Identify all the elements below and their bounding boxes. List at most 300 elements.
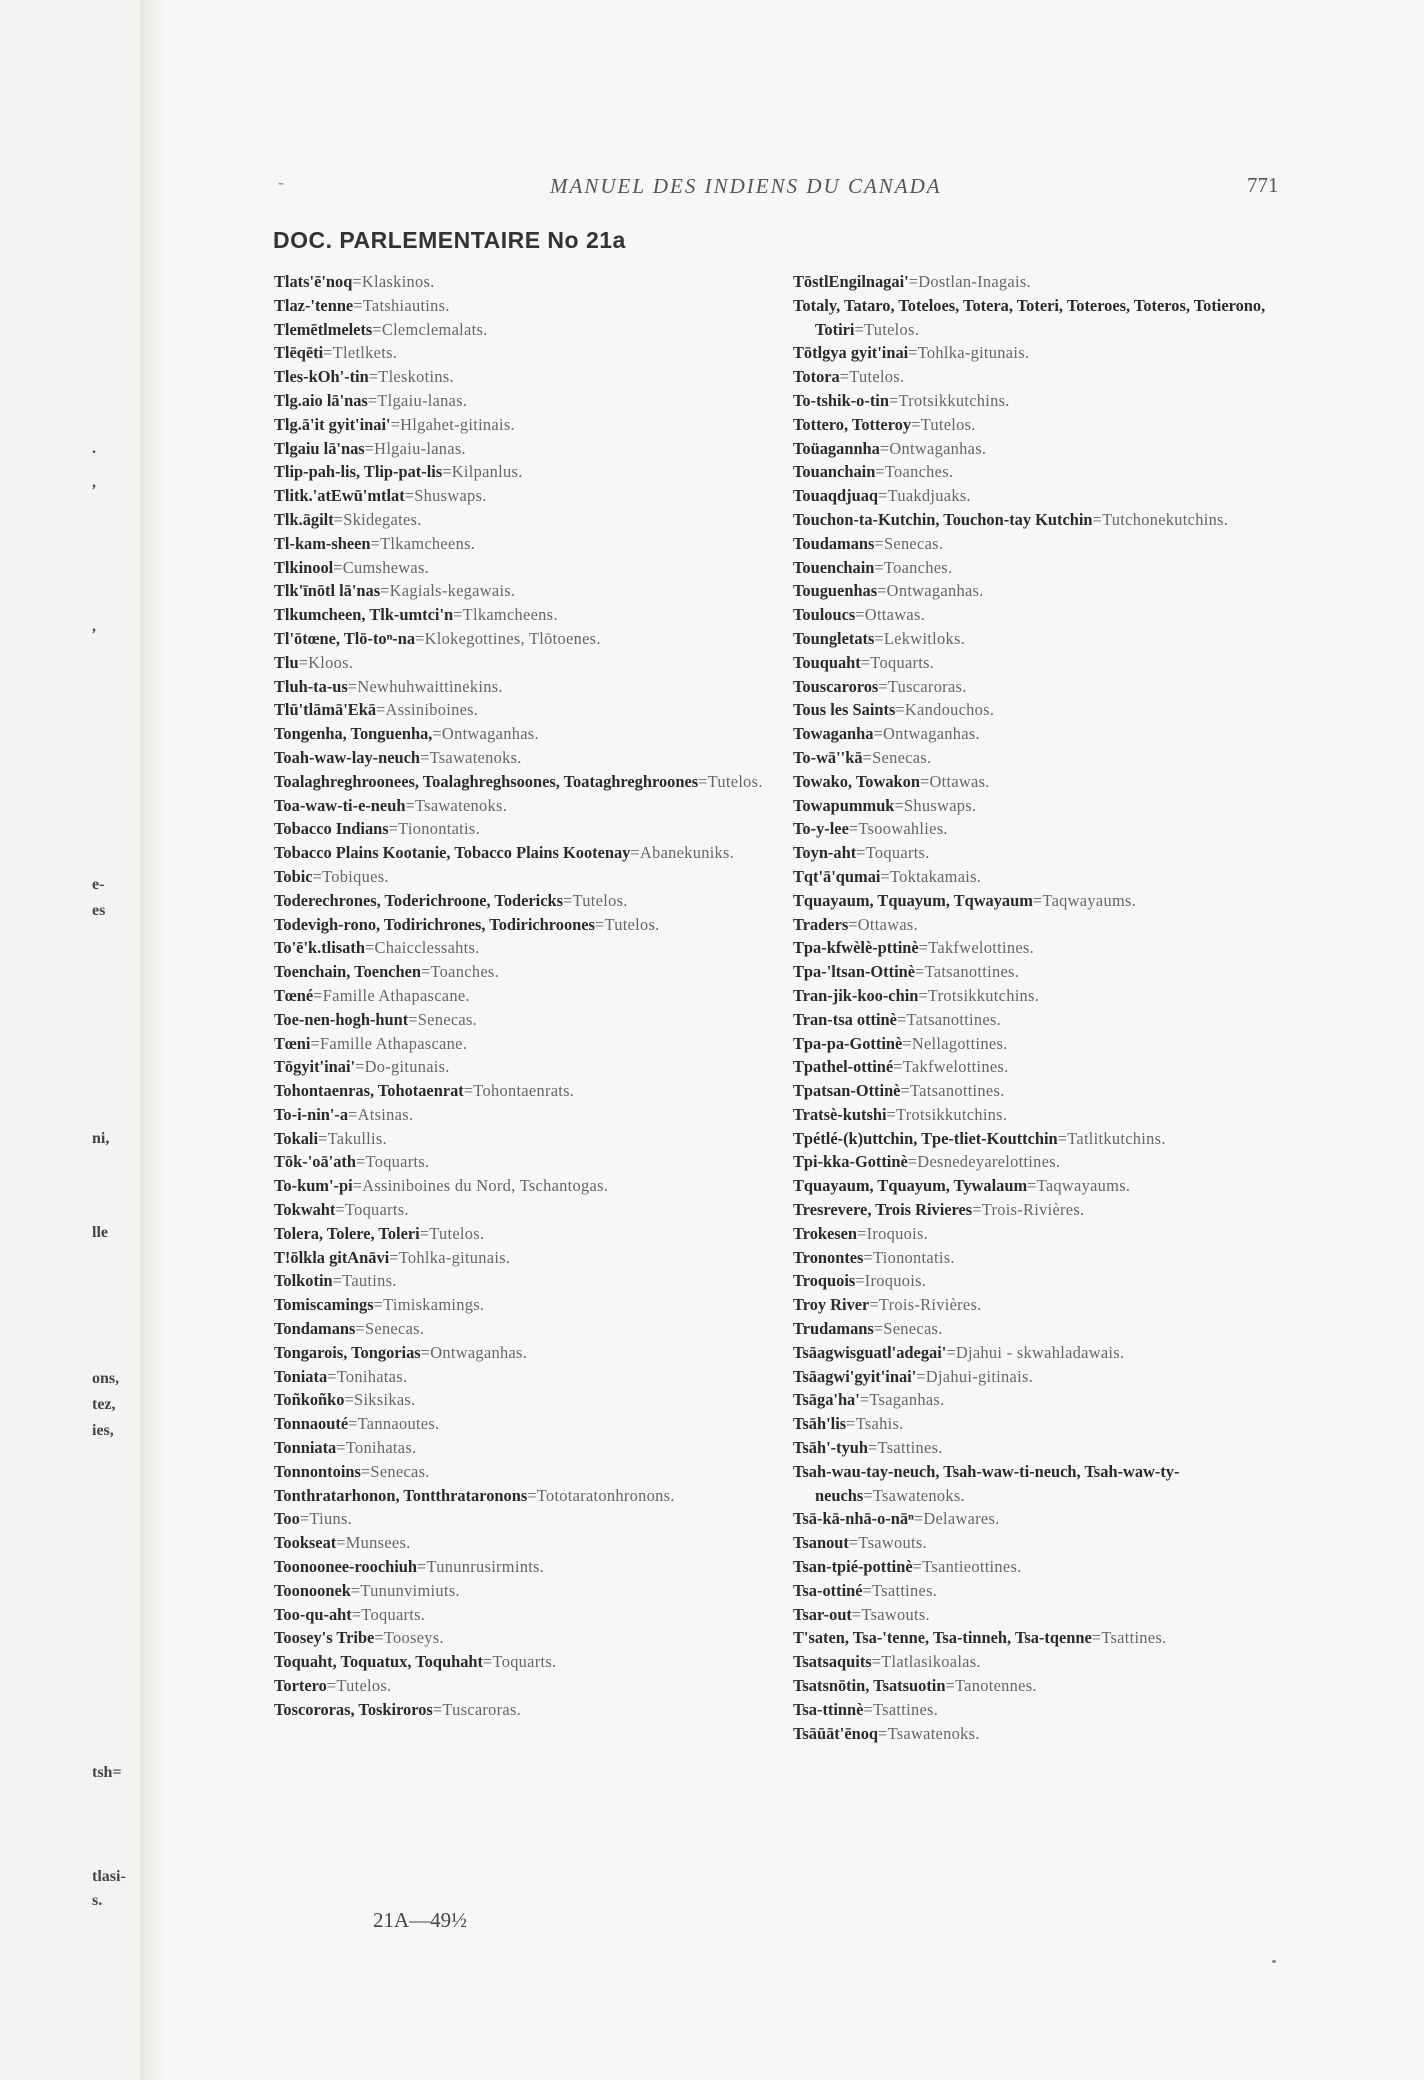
entry-equivalent: =Hlgahet-gitinais. — [390, 414, 515, 434]
entry-headword: Tpa-pa-Gottinè — [793, 1033, 903, 1053]
entry-headword: Tobic — [274, 866, 313, 886]
entry-equivalent: =Tuscaroras. — [432, 1699, 522, 1719]
index-entry — [274, 1341, 776, 1365]
entry-headword: Tokwaht — [274, 1200, 336, 1220]
gutter-fragment: tez, — [92, 1396, 116, 1413]
index-entry — [274, 1579, 776, 1603]
entry-headword: Tlū'tlāmā'Ekā — [274, 700, 377, 720]
entry-headword: Trokesen — [793, 1223, 858, 1243]
index-entry — [793, 508, 1295, 532]
index-entry — [793, 651, 1295, 675]
entry-equivalent: =Hlgaiu-lanas. — [364, 438, 466, 458]
entry-equivalent: =Trois-Rivières. — [869, 1295, 982, 1315]
entry-equivalent: =Tatsanottines. — [915, 962, 1020, 982]
entry-headword: T!ōlkla gitAnāvi — [274, 1247, 390, 1267]
entry-equivalent: =Tautins. — [332, 1271, 397, 1291]
index-entry — [274, 1674, 776, 1698]
index-entry — [274, 1555, 776, 1579]
entry-headword: Tsāh'-tyuh — [793, 1438, 869, 1458]
entry-headword: Tolera, Tolere, Toleri — [274, 1223, 420, 1243]
index-entry — [274, 841, 776, 865]
entry-equivalent: =Nellagottines. — [902, 1033, 1008, 1053]
entry-headword: Touchon-ta-Kutchin, Touchon-tay Kutchin — [793, 509, 1093, 529]
entry-headword: Tlemētlmelets — [274, 319, 373, 339]
dash-mark: - — [278, 172, 284, 192]
entry-equivalent: =Toquarts. — [351, 1604, 426, 1624]
entry-equivalent: =Ottawas. — [848, 914, 918, 934]
entry-headword: Tohontaenras, Tohotaenrat — [274, 1081, 464, 1101]
entry-headword: Tolkotin — [274, 1271, 333, 1291]
entry-headword: Troquois — [793, 1271, 856, 1291]
index-entry — [793, 1388, 1295, 1412]
entry-headword: To-tshik-o-tin — [793, 390, 889, 410]
index-entry — [793, 294, 1295, 342]
index-entry — [793, 1674, 1295, 1698]
index-entry — [793, 1246, 1295, 1270]
entry-headword: Tlaz-'tenne — [274, 295, 354, 315]
index-entry — [274, 817, 776, 841]
entry-headword: Tongarois, Tongorias — [274, 1342, 421, 1362]
index-entry — [274, 1174, 776, 1198]
entry-equivalent: =Tsattines. — [863, 1699, 939, 1719]
entry-equivalent: =Senecas. — [360, 1461, 430, 1481]
entry-headword: Tœni — [274, 1033, 311, 1053]
entry-equivalent: =Tsahis. — [846, 1414, 904, 1434]
entry-headword: Toonoonek — [274, 1580, 351, 1600]
entry-equivalent: =Tannaoutes. — [348, 1414, 440, 1434]
entry-headword: Tquayaum, Tquayum, Tqwayaum — [793, 890, 1033, 910]
index-entry — [793, 1055, 1295, 1079]
entry-equivalent: =Tonihatas. — [336, 1438, 417, 1458]
entry-headword: Tresrevere, Trois Rivieres — [793, 1200, 973, 1220]
index-entry — [274, 865, 776, 889]
index-entry — [274, 698, 776, 722]
entry-headword: Tookseat — [274, 1533, 337, 1553]
entry-headword: Tqt'ā'qumai — [793, 866, 881, 886]
entry-equivalent: =Tutelos. — [326, 1676, 392, 1696]
entry-headword: Toudamans — [793, 533, 875, 553]
entry-equivalent: =Tatsanottines. — [896, 1009, 1002, 1029]
entry-equivalent: =Tionontatis. — [388, 819, 480, 839]
entry-equivalent: =Timiskamings. — [373, 1295, 485, 1315]
index-entry — [274, 341, 776, 365]
entry-headword: Tronontes — [793, 1247, 864, 1267]
index-entry — [274, 1626, 776, 1650]
index-entry — [274, 1079, 776, 1103]
index-entry — [793, 270, 1295, 294]
entry-headword: Tœné — [274, 985, 314, 1005]
entry-headword: Tokali — [274, 1128, 319, 1148]
entry-headword: Tlg.ā'it gyit'inai' — [274, 414, 391, 434]
entry-headword: Tonnaouté — [274, 1414, 349, 1434]
index-entry — [793, 675, 1295, 699]
entry-equivalent: =Assiniboines du Nord, Tschantogas. — [352, 1176, 609, 1196]
document-header: DOC. PARLEMENTAIRE No 21a — [273, 227, 626, 253]
index-entry — [274, 651, 776, 675]
entry-equivalent: =Toquarts. — [860, 652, 935, 672]
entry-equivalent: =Tohontaenrats. — [463, 1081, 575, 1101]
entry-headword: Tlēqēti — [274, 343, 324, 363]
gutter-fragment: . — [92, 440, 96, 457]
entry-equivalent: =Delawares. — [913, 1509, 1000, 1529]
entry-headword: Toah-waw-lay-neuch — [274, 747, 421, 767]
entry-equivalent: =Tununrusirmints. — [417, 1557, 545, 1577]
entry-equivalent: =Djahui - skwahladawais. — [946, 1342, 1125, 1362]
entry-equivalent: =Dostlan-Inagais. — [908, 272, 1031, 291]
index-entry — [793, 556, 1295, 580]
index-entry — [274, 1008, 776, 1032]
entry-headword: To-kum'-pi — [274, 1176, 353, 1196]
index-entry — [274, 1507, 776, 1531]
entry-headword: To-i-nin'-a — [274, 1104, 349, 1124]
entry-headword: Towaganha — [793, 724, 874, 744]
page-fold-shadow — [140, 0, 168, 2080]
entry-headword: Touaqdjuaq — [793, 486, 879, 506]
entry-headword: Tonnontoins — [274, 1461, 361, 1481]
entry-headword: Tsāūāt'ēnoq — [793, 1723, 879, 1743]
entry-headword: Tluh-ta-us — [274, 676, 348, 696]
entry-equivalent: =Taqwayaums. — [1027, 1176, 1131, 1196]
entry-equivalent: =Tuscaroras. — [878, 676, 967, 696]
entry-equivalent: =Tutelos. — [854, 319, 920, 339]
entry-headword: Tlip-pah-lis, Tlip-pat-lis — [274, 462, 443, 482]
entry-headword: Tran-tsa ottinè — [793, 1009, 897, 1029]
left-column — [274, 270, 776, 1722]
index-entry — [274, 794, 776, 818]
index-entry — [274, 1293, 776, 1317]
gutter-fragment: tsh= — [92, 1764, 122, 1781]
gutter-fragment: , — [92, 474, 96, 491]
entry-headword: Toalaghreghroonees, Toalaghreghsoones, Toataghreghroones — [274, 771, 699, 791]
entry-equivalent: =Toquarts. — [856, 843, 930, 863]
entry-headword: Too-qu-aht — [274, 1604, 352, 1624]
index-entry — [793, 984, 1295, 1008]
entry-headword: Touquaht — [793, 652, 861, 672]
entry-equivalent: =Ontwaganhas. — [873, 724, 980, 744]
entry-equivalent: =Senecas. — [873, 1319, 943, 1339]
entry-equivalent: =Tutelos. — [563, 890, 628, 910]
entry-headword: Tobacco Plains Kootanie, Tobacco Plains Kootenay — [274, 843, 631, 863]
index-entry — [274, 603, 776, 627]
entry-headword: Tobacco Indians — [274, 819, 389, 839]
entry-headword: Toosey's Tribe — [274, 1628, 375, 1648]
index-entry — [274, 460, 776, 484]
gutter-fragment: e- — [92, 876, 105, 893]
entry-headword: Totora — [793, 367, 840, 387]
index-entry — [793, 913, 1295, 937]
entry-headword: Too — [274, 1509, 300, 1529]
entry-equivalent: =Tatlitkutchins. — [1057, 1128, 1166, 1148]
entry-equivalent: =Iroquois. — [855, 1271, 927, 1291]
gutter-fragment: ni, — [92, 1130, 110, 1147]
entry-equivalent: =Takfwelottines. — [893, 1057, 1009, 1077]
index-entry — [793, 1341, 1295, 1365]
index-entry — [793, 936, 1295, 960]
entry-headword: Tsa-ttinnè — [793, 1699, 864, 1719]
entry-equivalent: =Trotsikkutchins. — [886, 1104, 1008, 1124]
entry-equivalent: =Tlkamcheens. — [370, 533, 476, 553]
index-entry — [793, 460, 1295, 484]
index-entry — [793, 1579, 1295, 1603]
entry-equivalent: =Klokegottines, Tlōtoenes. — [415, 628, 601, 648]
index-entry — [274, 270, 776, 294]
entry-equivalent: =Clemclemalats. — [372, 319, 488, 339]
index-entry — [793, 1460, 1295, 1508]
index-entry — [793, 1103, 1295, 1127]
entry-headword: Tratsè-kutshi — [793, 1104, 887, 1124]
index-entry — [274, 889, 776, 913]
index-entry — [793, 413, 1295, 437]
entry-equivalent: =Klaskinos. — [352, 272, 435, 291]
entry-equivalent: =Tsattines. — [868, 1438, 943, 1458]
index-entry — [793, 746, 1295, 770]
index-entry — [274, 1032, 776, 1056]
index-entry — [274, 1269, 776, 1293]
index-entry — [793, 1008, 1295, 1032]
entry-equivalent: =Senecas. — [862, 747, 932, 767]
index-entry — [793, 1174, 1295, 1198]
entry-equivalent: =Tsantieottines. — [912, 1557, 1022, 1577]
entry-headword: Tpatsan-Ottinè — [793, 1081, 901, 1101]
gutter-fragment: , — [92, 618, 96, 635]
index-entry — [274, 1222, 776, 1246]
index-entry — [793, 437, 1295, 461]
entry-equivalent: =Kagials-kegawais. — [380, 581, 516, 601]
index-entry — [793, 960, 1295, 984]
entry-headword: Touloucs — [793, 605, 856, 625]
entry-equivalent: =Atsinas. — [348, 1104, 414, 1124]
index-entry — [274, 1603, 776, 1627]
entry-equivalent: =Tohlka-gitunais. — [908, 343, 1030, 363]
gutter-fragment: ons, — [92, 1370, 120, 1387]
entry-equivalent: =Desnedeyarelottines. — [907, 1152, 1061, 1172]
entry-headword: Touguenhas — [793, 581, 878, 601]
entry-equivalent: =Tlatlasikoalas. — [871, 1652, 981, 1672]
footer-signature: 21A—49½ — [373, 1908, 467, 1932]
entry-equivalent: =Djahui-gitinais. — [916, 1366, 1034, 1386]
entry-equivalent: =Tutelos. — [594, 914, 660, 934]
entry-headword: Tran-jik-koo-chin — [793, 985, 919, 1005]
index-entry — [793, 1722, 1295, 1746]
index-entry — [274, 1460, 776, 1484]
index-entry — [793, 698, 1295, 722]
entry-headword: Tquayaum, Tquayum, Tywalaum — [793, 1176, 1028, 1196]
entry-headword: Tlu — [274, 652, 299, 672]
entry-headword: Tpétlé-(k)uttchin, Tpe-tliet-Kouttchin — [793, 1128, 1058, 1148]
entry-headword: Tsāagwi'gyit'inai' — [793, 1366, 917, 1386]
entry-headword: Toquaht, Toquatux, Toquhaht — [274, 1652, 483, 1672]
index-entry — [793, 865, 1295, 889]
entry-headword: Tongenha, Tonguenha, — [274, 724, 433, 744]
index-entry — [274, 1246, 776, 1270]
entry-equivalent: =Tsawatenoks. — [420, 747, 522, 767]
index-entry — [274, 484, 776, 508]
entry-headword: Tsā-kā-nhā-o-nāⁿ — [793, 1509, 914, 1529]
entry-equivalent: =Tsawatenoks. — [863, 1485, 965, 1505]
entry-headword: Toenchain, Toenchen — [274, 962, 421, 982]
entry-equivalent: =Tiuns. — [299, 1509, 353, 1529]
entry-headword: Touscaroros — [793, 676, 879, 696]
entry-equivalent: =Tutelos. — [698, 771, 763, 791]
index-entry — [274, 1127, 776, 1151]
entry-equivalent: =Kandouchos. — [895, 700, 995, 720]
entry-equivalent: =Toquarts. — [355, 1152, 430, 1172]
index-entry — [274, 1484, 776, 1508]
index-entry — [793, 1650, 1295, 1674]
entry-headword: Tsāh'lis — [793, 1414, 847, 1434]
entry-equivalent: =Tletlkets. — [323, 343, 398, 363]
entry-headword: Toungletats — [793, 628, 875, 648]
entry-equivalent: =Ontwaganhas. — [432, 724, 539, 744]
entry-headword: Tsatsnōtin, Tsatsuotin — [793, 1676, 946, 1696]
index-entry — [793, 1698, 1295, 1722]
index-entry — [274, 1150, 776, 1174]
index-entry — [793, 1507, 1295, 1531]
entry-headword: T'saten, Tsa-'tenne, Tsa-tinneh, Tsa-tqenne — [793, 1628, 1092, 1648]
entry-equivalent: =Tatsanottines. — [900, 1081, 1005, 1101]
index-entry — [793, 1531, 1295, 1555]
index-entry — [274, 770, 776, 794]
entry-equivalent: =Tlkamcheens. — [453, 605, 558, 625]
entry-headword: Tōtlgya gyit'inai — [793, 343, 909, 363]
entry-headword: Touenchain — [793, 557, 875, 577]
index-entry — [793, 1436, 1295, 1460]
entry-headword: Toyn-aht — [793, 843, 857, 863]
entry-headword: To-y-lee — [793, 819, 849, 839]
entry-equivalent: =Skidegates. — [333, 509, 422, 529]
entry-headword: Toniata — [274, 1366, 328, 1386]
entry-equivalent: =Toktakamais. — [880, 866, 982, 886]
index-entry — [793, 1412, 1295, 1436]
gutter-fragment: es — [92, 902, 106, 919]
entry-equivalent: =Kloos. — [298, 652, 354, 672]
entry-equivalent: =Lekwitloks. — [874, 628, 966, 648]
entry-equivalent: =Tooseys. — [374, 1628, 444, 1648]
entry-headword: Tlkinool — [274, 557, 334, 577]
entry-equivalent: =Newhuhwaittinekins. — [347, 676, 503, 696]
entry-equivalent: =Taqwayaums. — [1032, 890, 1137, 910]
entry-equivalent: =Tobiques. — [312, 866, 389, 886]
entry-equivalent: =Iroquois. — [857, 1223, 929, 1243]
entry-equivalent: =Tsawouts. — [851, 1604, 930, 1624]
entry-headword: Traders — [793, 914, 849, 934]
index-entry — [274, 508, 776, 532]
index-entry — [274, 1436, 776, 1460]
entry-equivalent: =Ontwaganhas. — [877, 581, 984, 601]
index-entry — [793, 1555, 1295, 1579]
entry-equivalent: =Tutelos. — [839, 367, 905, 387]
entry-equivalent: =Famille Athapascane. — [313, 985, 470, 1005]
right-column — [793, 270, 1295, 1745]
entry-equivalent: =Tsawatenoks. — [878, 1723, 980, 1743]
entry-equivalent: =Do-gitunais. — [355, 1057, 450, 1077]
entry-headword: Tonthratarhonon, Tontthrataronons — [274, 1485, 528, 1505]
entry-headword: Toe-nen-hogh-hunt — [274, 1009, 409, 1029]
index-entry — [274, 627, 776, 651]
index-entry — [793, 1293, 1295, 1317]
entry-headword: Tsanout — [793, 1533, 849, 1553]
index-entry — [793, 579, 1295, 603]
entry-equivalent: =Trois-Rivières. — [972, 1200, 1085, 1220]
index-entry — [793, 841, 1295, 865]
index-entry — [793, 1269, 1295, 1293]
entry-equivalent: =Tununvimiuts. — [350, 1580, 460, 1600]
entry-headword: Tpa-'ltsan-Ottinè — [793, 962, 916, 982]
index-entry — [793, 1626, 1295, 1650]
gutter-fragment: ies, — [92, 1422, 114, 1439]
index-entry — [793, 1603, 1295, 1627]
index-entry — [274, 1317, 776, 1341]
index-entry — [274, 294, 776, 318]
index-entry — [274, 1698, 776, 1722]
index-entry — [274, 1198, 776, 1222]
entry-headword: Toüagannha — [793, 438, 880, 458]
entry-headword: Tpathel-ottiné — [793, 1057, 894, 1077]
running-title: MANUEL DES INDIENS DU CANADA — [550, 174, 942, 198]
entry-headword: Tl-kam-sheen — [274, 533, 371, 553]
entry-equivalent: =Senecas. — [408, 1009, 478, 1029]
index-entry — [793, 1365, 1295, 1389]
entry-headword: Towako, Towakon — [793, 771, 920, 791]
entry-headword: Tsan-tpié-pottinè — [793, 1557, 913, 1577]
index-entry — [793, 770, 1295, 794]
entry-equivalent: =Tsawatenoks. — [405, 795, 508, 815]
entry-headword: Toñkoñko — [274, 1390, 345, 1410]
index-entry — [274, 1388, 776, 1412]
entry-headword: Toderechrones, Toderichroone, Todericks — [274, 890, 564, 910]
entry-equivalent: =Ottawas. — [919, 771, 990, 791]
entry-headword: Tlk.āgilt — [274, 509, 334, 529]
index-entry — [274, 675, 776, 699]
entry-headword: Tlk'īnōtl lā'nas — [274, 581, 381, 601]
index-entry — [274, 1412, 776, 1436]
entry-headword: Tōgyit'inai' — [274, 1057, 356, 1077]
entry-equivalent: =Tsattines. — [1091, 1628, 1167, 1648]
index-entry — [793, 794, 1295, 818]
entry-headword: Tottero, Totteroy — [793, 414, 912, 434]
entry-headword: Tous les Saints — [793, 700, 896, 720]
index-entry — [274, 936, 776, 960]
gutter-fragment: s. — [92, 1892, 103, 1909]
page-number: 771 — [1247, 173, 1279, 197]
index-entry — [793, 532, 1295, 556]
entry-equivalent: =Toanches. — [420, 962, 499, 982]
entry-headword: Tonniata — [274, 1438, 337, 1458]
entry-equivalent: =Tsattines. — [862, 1580, 938, 1600]
index-entry — [793, 603, 1295, 627]
entry-headword: Totaly, Tataro, Toteloes, Totera, Toteri, Toteroes, Toteros, Totierono, Totiri — [793, 295, 1266, 339]
entry-headword: Tpa-kfwèlè-pttinè — [793, 938, 919, 958]
index-entry — [274, 984, 776, 1008]
index-entry — [274, 1650, 776, 1674]
entry-equivalent: =Shuswaps. — [404, 486, 487, 506]
index-entry — [274, 579, 776, 603]
entry-equivalent: =Tutelos. — [419, 1223, 485, 1243]
index-entry — [793, 1222, 1295, 1246]
entry-headword: To'ē'k.tlisath — [274, 938, 365, 958]
entry-headword: Tpi-kka-Gottinè — [793, 1152, 908, 1172]
entry-headword: Toonoonee-roochiuh — [274, 1557, 417, 1577]
index-entry — [793, 1032, 1295, 1056]
entry-equivalent: =Toanches. — [874, 557, 953, 577]
entry-equivalent: =Tleskotins. — [368, 367, 454, 387]
index-entry — [793, 722, 1295, 746]
index-entry — [274, 532, 776, 556]
entry-headword: Tsatsaquits — [793, 1652, 872, 1672]
entry-equivalent: =Toquarts. — [335, 1200, 409, 1220]
entry-equivalent: =Ottawas. — [855, 605, 926, 625]
entry-equivalent: =Trotsikkutchins. — [918, 985, 1040, 1005]
